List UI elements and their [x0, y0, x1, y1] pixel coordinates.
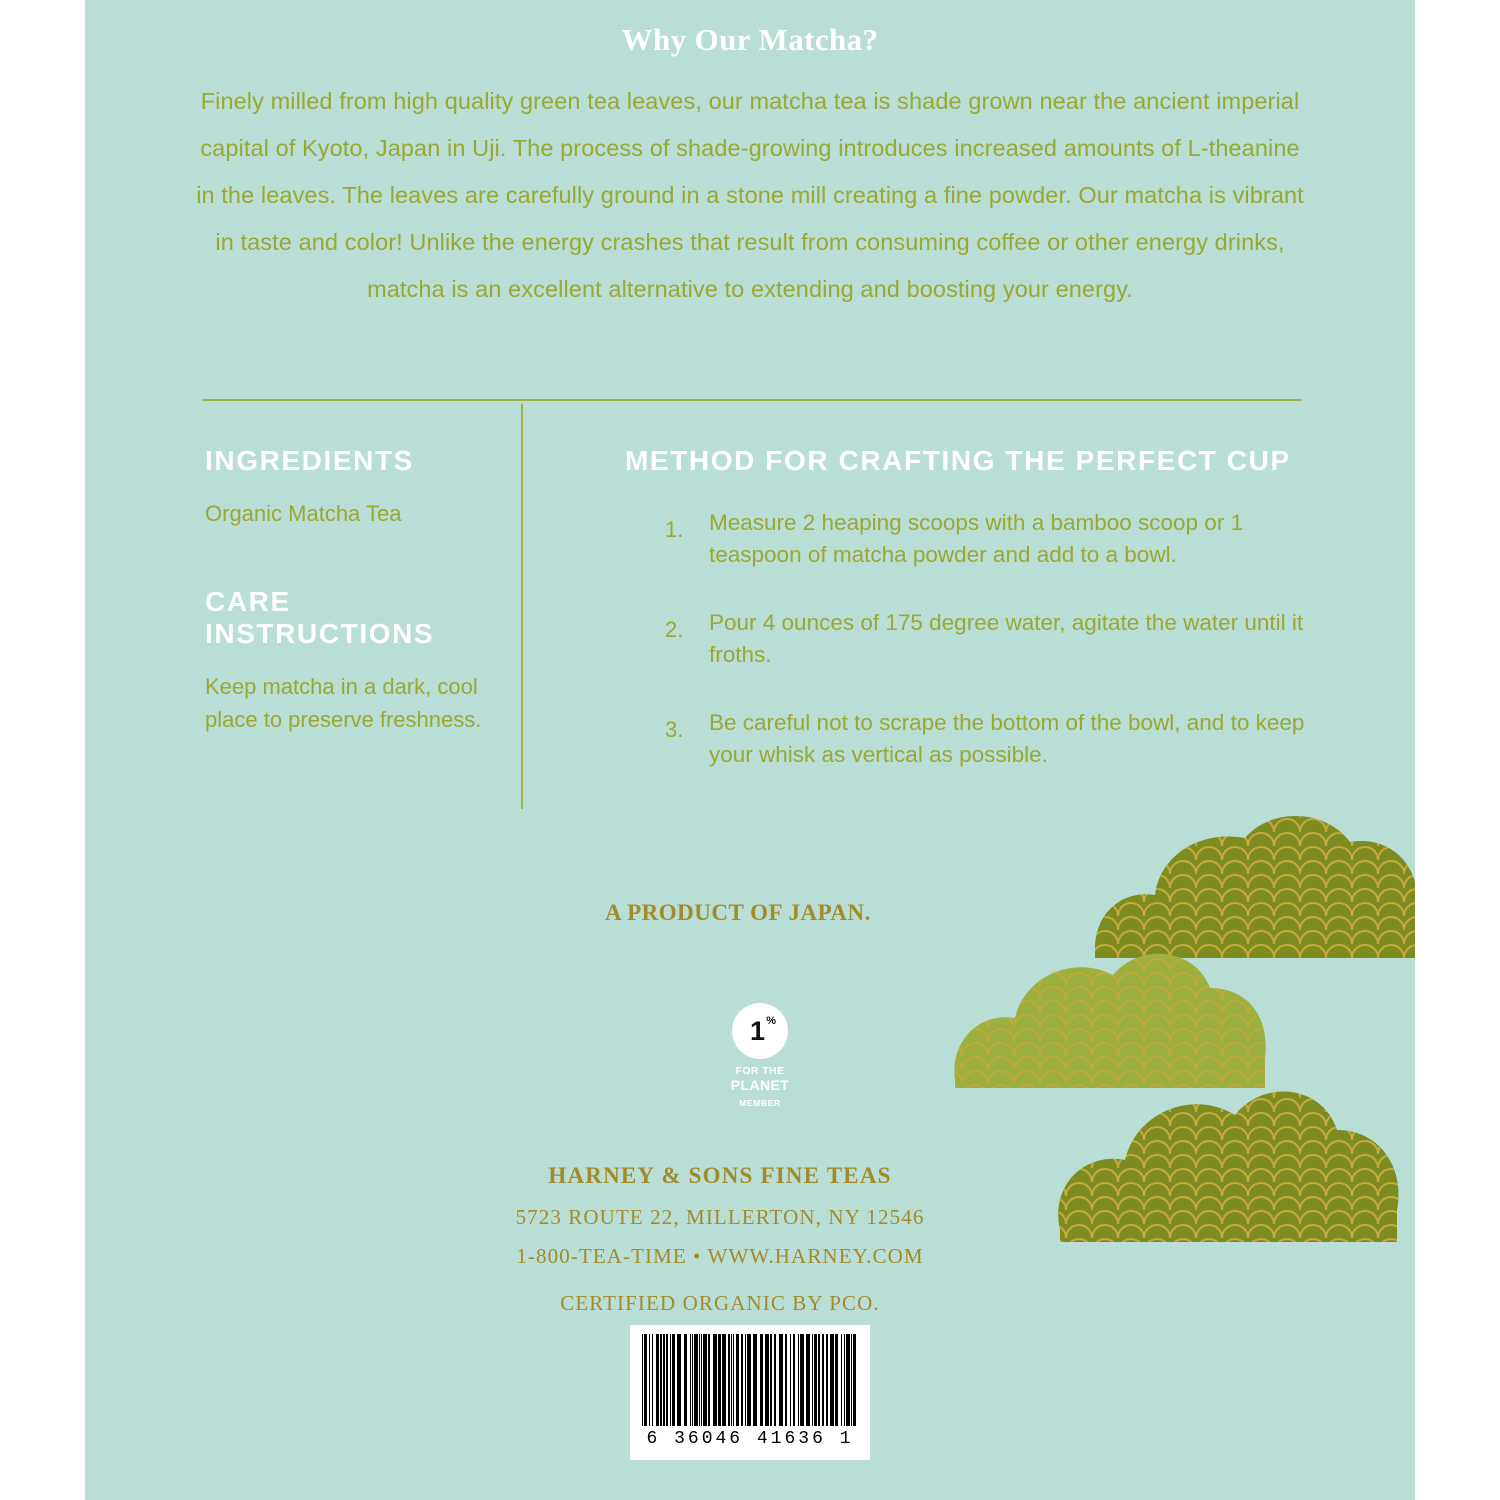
footer-block — [300, 1163, 1140, 1316]
horizontal-divider — [203, 399, 1301, 401]
cloud-middle-icon — [954, 954, 1265, 1088]
planet-badge-line1: FOR THE — [735, 1065, 785, 1077]
care-instructions-body: Keep matcha in a dark, cool place to preserve freshness. — [205, 674, 482, 732]
package-back-panel — [85, 0, 1415, 1500]
ingredients-heading: INGREDIENTS — [205, 445, 414, 476]
ingredients-body: Organic Matcha Tea — [205, 501, 402, 526]
list-item — [625, 607, 1305, 671]
step-text: Pour 4 ounces of 175 degree water, agitate the water until it froths. — [709, 610, 1304, 667]
step-number: 3. — [665, 717, 684, 742]
list-item — [625, 507, 1305, 571]
barcode-bars — [642, 1334, 858, 1426]
intro-paragraph: Finely milled from high quality green tea leaves, our matcha tea is shade grown near the ancient imperial capital of Kyoto, Japan in Uji. The process of shade-growing introduces increased amounts of L-theanine in the leaves. The leaves are carefully ground in a stone mill creating a fine powder. Our matcha is vibrant in taste and color! Unlike the energy crashes that result from consuming coffee or other energy drinks, matcha is an excellent alternative to extending and boosting your energy. — [196, 88, 1304, 302]
planet-badge-line3: MEMBER — [739, 1098, 781, 1108]
brand-address: 5723 ROUTE 22, MILLERTON, NY 12546 — [515, 1205, 925, 1229]
planet-badge-percent: % — [766, 1015, 776, 1027]
method-steps — [625, 507, 1305, 771]
spacer — [205, 530, 505, 586]
step-text: Be careful not to scrape the bottom of the bowl, and to keep your whisk as vertical as possible. — [709, 710, 1305, 767]
planet-badge-circle — [732, 1003, 788, 1059]
barcode-digits: 6 36046 41636 1 — [646, 1429, 854, 1449]
method-heading: METHOD FOR CRAFTING THE PERFECT CUP — [625, 445, 1291, 476]
planet-badge-one: 1 — [749, 1016, 765, 1046]
cloud-top-icon — [1095, 816, 1415, 958]
list-item — [625, 707, 1305, 771]
one-percent-for-the-planet-badge — [715, 1003, 805, 1110]
brand-name: HARNEY & SONS FINE TEAS — [548, 1163, 892, 1188]
step-number: 2. — [665, 617, 684, 642]
page-title: Why Our Matcha? — [621, 22, 879, 57]
step-number: 1. — [665, 517, 684, 542]
product-origin-text: A PRODUCT OF JAPAN. — [605, 900, 871, 925]
planet-badge-line2: PLANET — [730, 1077, 790, 1093]
barcode — [630, 1325, 870, 1460]
step-text: Measure 2 heaping scoops with a bamboo scoop or 1 teaspoon of matcha powder and add to a bowl. — [709, 510, 1244, 567]
vertical-divider — [521, 404, 523, 809]
brand-contact: 1-800-TEA-TIME • WWW.HARNEY.COM — [516, 1244, 924, 1268]
certification-text: CERTIFIED ORGANIC BY PCO. — [560, 1291, 880, 1315]
care-instructions-heading: CARE INSTRUCTIONS — [205, 586, 435, 649]
right-column — [625, 445, 1305, 807]
left-column — [205, 445, 505, 736]
